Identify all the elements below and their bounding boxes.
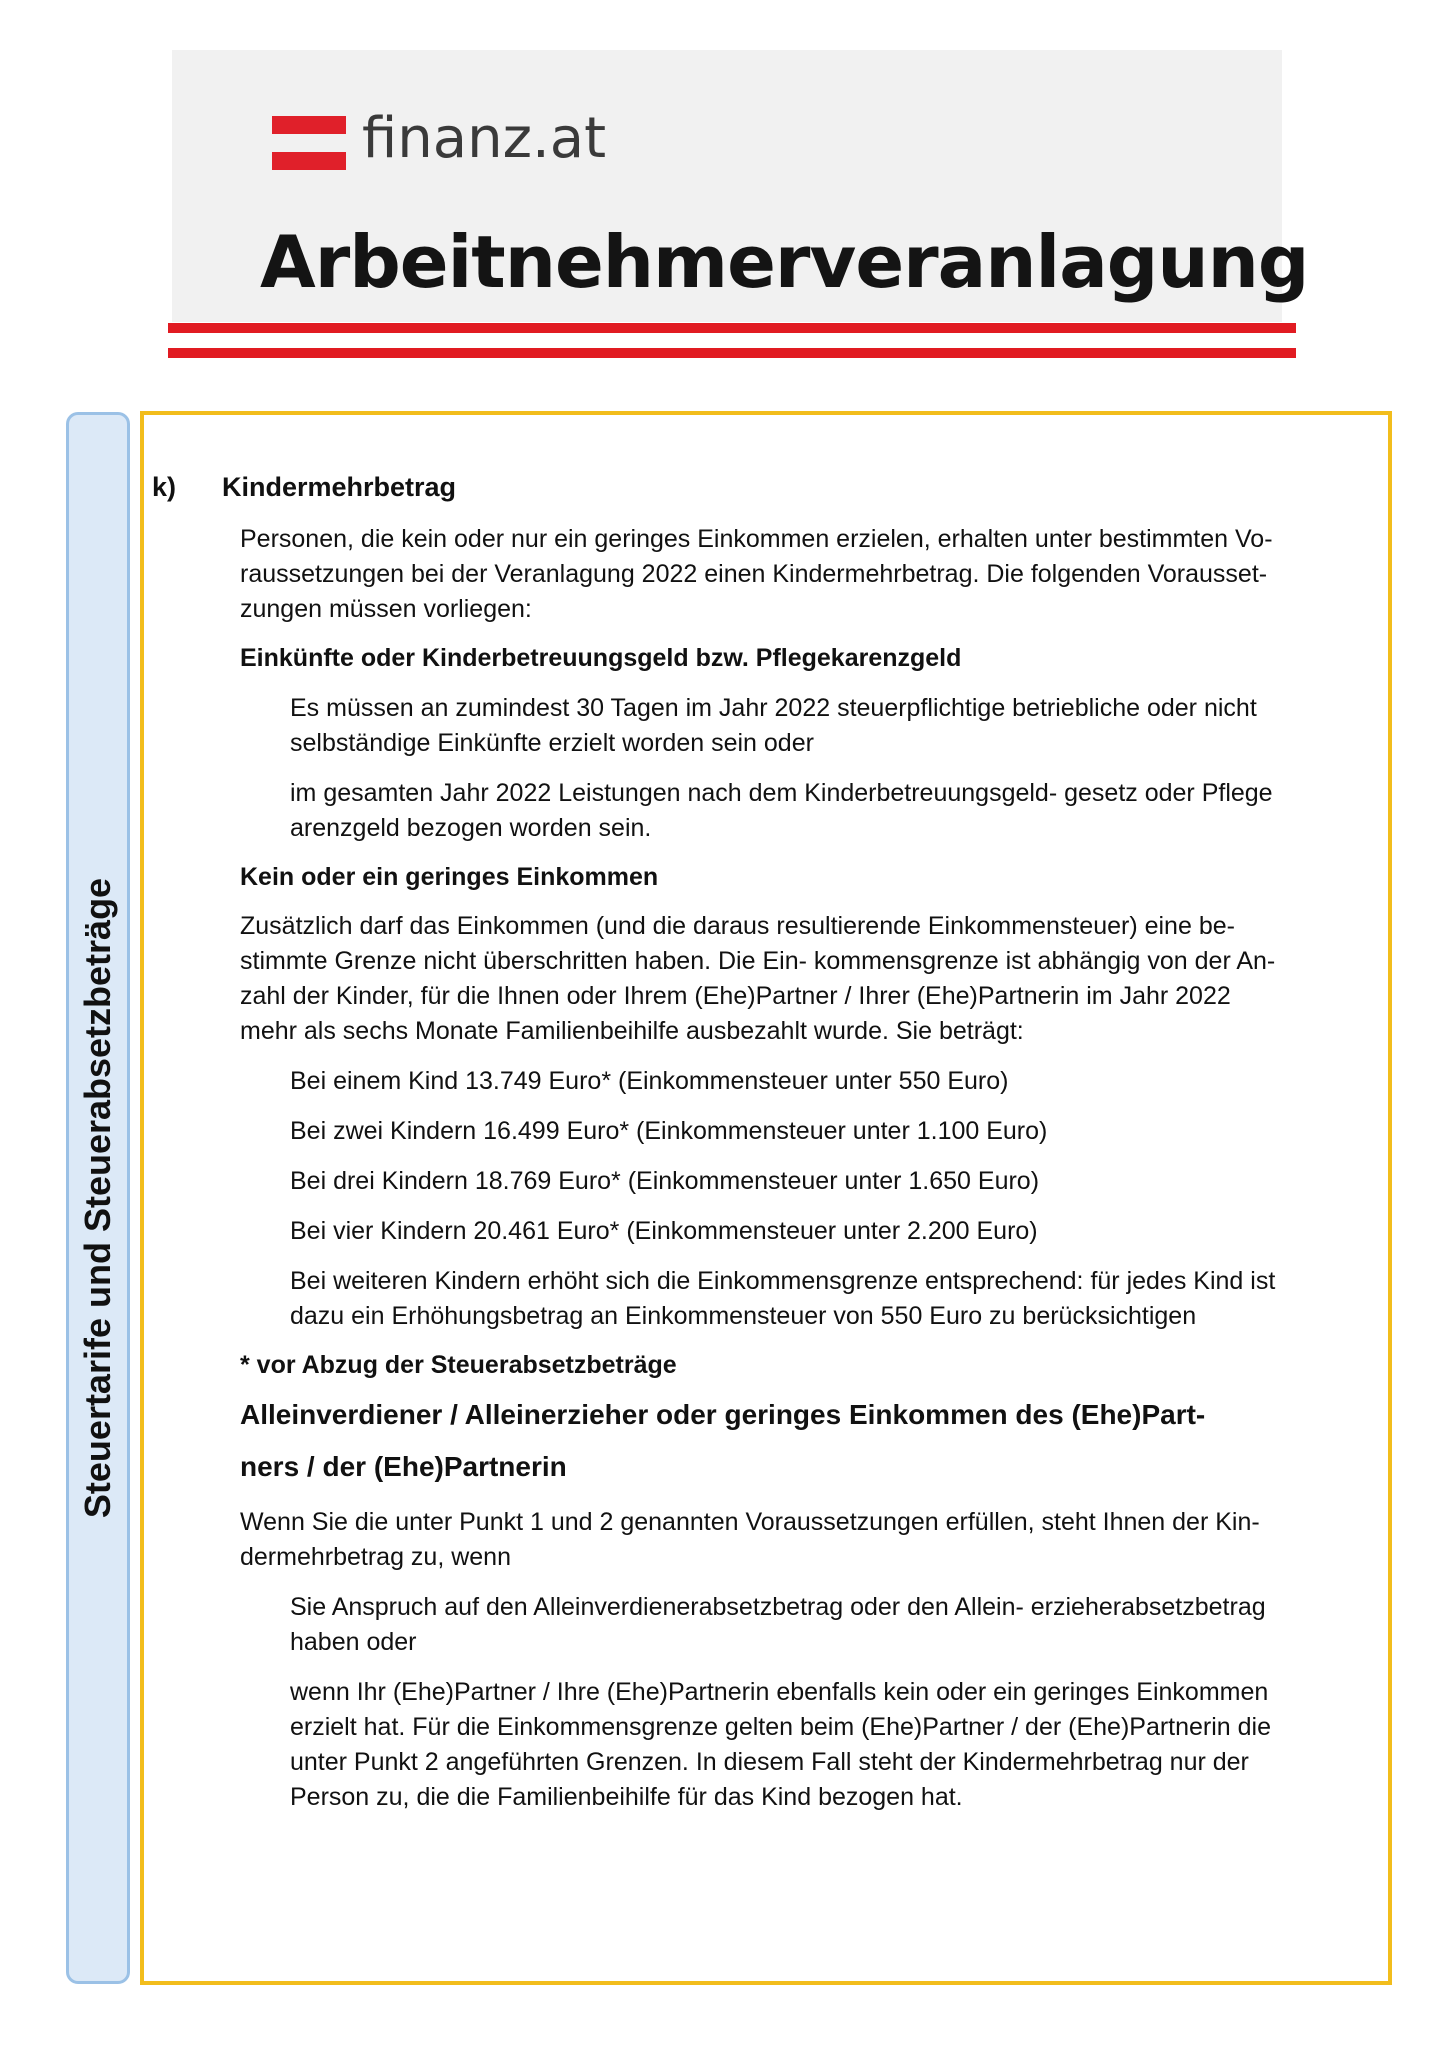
page-title: Arbeitnehmerveranlagung (260, 220, 1309, 304)
limit-item: Bei einem Kind 13.749 Euro* (Einkommensteuer unter 550 Euro) (290, 1067, 1009, 1095)
divider-red-top (168, 323, 1296, 333)
list-item-line: wenn Ihr (Ehe)Partner / Ihre (Ehe)Partnerin ebenfalls kein oder ein geringes Einkommen (290, 1678, 1269, 1706)
list-item-line: Es müssen an zumindest 30 Tagen im Jahr 2022 steuerpflichtige betriebliche oder nicht (290, 694, 1257, 722)
paragraph-line: zahl der Kinder, für die Ihnen oder Ihrem (Ehe)Partner / Ihrer (Ehe)Partnerin im Jahr 2022 (240, 982, 1231, 1010)
subheading-single-earner: ners / der (Ehe)Partnerin (240, 1451, 567, 1482)
section-letter: k) (152, 472, 177, 502)
limit-more-line: Bei weiteren Kindern erhöht sich die Einkommensgrenze entsprechend: für jedes Kind ist (290, 1267, 1276, 1295)
limit-item: Bei vier Kindern 20.461 Euro* (Einkommensteuer unter 2.200 Euro) (290, 1217, 1038, 1245)
list-item-line: Sie Anspruch auf den Alleinverdienerabsetzbetrag oder den Allein- erzieherabsetzbetrag (290, 1593, 1266, 1621)
list-item-line: erzielt hat. Für die Einkommensgrenze gelten beim (Ehe)Partner / der (Ehe)Partnerin die (290, 1713, 1272, 1741)
subheading-single-earner: Alleinverdiener / Alleinerzieher oder geringes Einkommen des (Ehe)Part- (240, 1399, 1206, 1430)
paragraph-line: Wenn Sie die unter Punkt 1 und 2 genannten Voraussetzungen erfüllen, steht Ihnen der Kin- (240, 1508, 1260, 1536)
limit-item: Bei drei Kindern 18.769 Euro* (Einkommensteuer unter 1.650 Euro) (290, 1167, 1040, 1195)
limit-more-line: dazu ein Erhöhungsbetrag an Einkommensteuer von 550 Euro zu berücksichtigen (290, 1302, 1197, 1330)
list-item-line: haben oder (290, 1628, 417, 1656)
paragraph-line: stimmte Grenze nicht überschritten haben. Die Ein- kommensgrenze ist abhängig von der An- (240, 947, 1276, 975)
list-item-line: arenzgeld bezogen worden sein. (290, 814, 652, 842)
intro-line: raussetzungen bei der Veranlagung 2022 einen Kindermehrbetrag. Die folgenden Vorausset- (240, 560, 1268, 588)
section-title: Kindermehrbetrag (222, 472, 457, 502)
list-item-line: selbständige Einkünfte erzielt worden sein oder (290, 729, 814, 757)
paragraph-line: dermehrbetrag zu, wenn (240, 1543, 511, 1571)
intro-line: zungen müssen vorliegen: (240, 595, 532, 623)
list-item-line: im gesamten Jahr 2022 Leistungen nach dem Kinderbetreuungsgeld- gesetz oder Pflege (290, 779, 1273, 807)
paragraph-line: mehr als sechs Monate Familienbeihilfe ausbezahlt wurde. Sie beträgt: (240, 1017, 1024, 1045)
header-banner (172, 50, 1309, 322)
list-item-line: unter Punkt 2 angeführten Grenzen. In diesem Fall steht der Kindermehrbetrag nur der (290, 1748, 1249, 1776)
brand-logo-text: finanz.at (362, 106, 607, 171)
intro-line: Personen, die kein oder nur ein geringes Einkommen erzielen, erhalten unter bestimmten Vo- (240, 525, 1273, 553)
subheading-low-income: Kein oder ein geringes Einkommen (240, 863, 659, 891)
limit-item: Bei zwei Kindern 16.499 Euro* (Einkommensteuer unter 1.100 Euro) (290, 1117, 1048, 1145)
divider-red-bottom (168, 348, 1296, 358)
side-tab-label: Steuertarife und Steuerabsetzbeträge (77, 877, 118, 1519)
side-tab (66, 412, 130, 1984)
austria-flag-icon (272, 116, 346, 170)
paragraph-line: Zusätzlich darf das Einkommen (und die daraus resultierende Einkommensteuer) eine be- (240, 912, 1235, 940)
footnote: * vor Abzug der Steuerabsetzbeträge (240, 1351, 677, 1379)
list-item-line: Person zu, die die Familienbeihilfe für das Kind bezogen hat. (290, 1783, 963, 1811)
subheading-income: Einkünfte oder Kinderbetreuungsgeld bzw. Pflegekarenzgeld (240, 644, 962, 672)
